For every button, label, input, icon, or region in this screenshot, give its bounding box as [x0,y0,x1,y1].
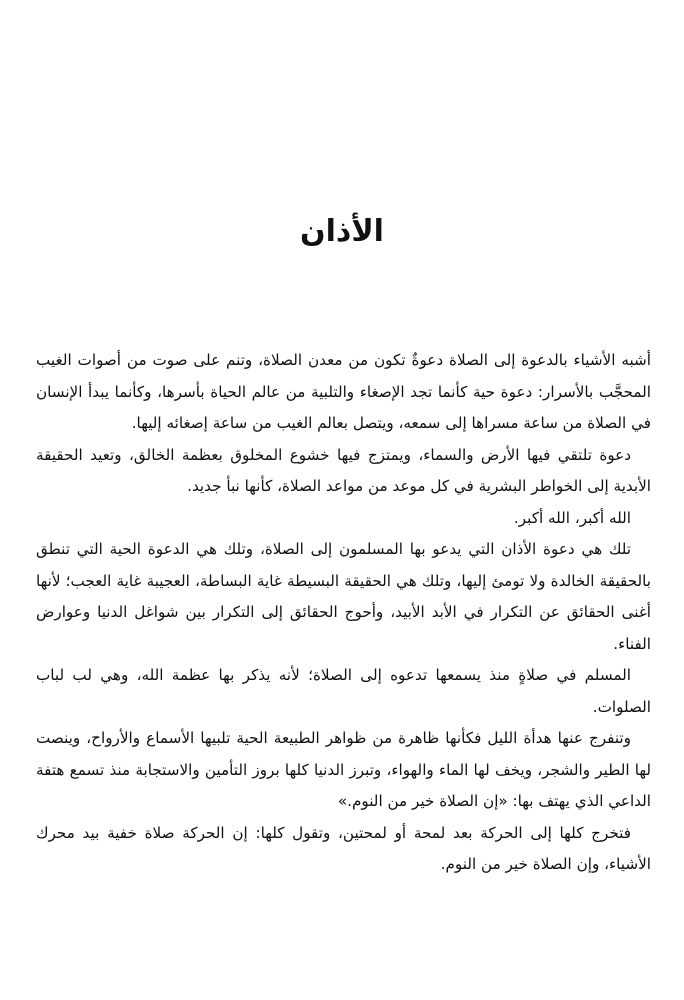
body-text [36,345,651,881]
page-title: الأذان [300,214,384,249]
paragraph-7: فتخرج كلها إلى الحركة بعد لمحة أو لمحتين، وتقول كلها: إن الحركة صلاة خفية بيد محرك الأشياء، وإن الصلاة خير من النوم. [36,823,651,873]
paragraph-3: الله أكبر، الله أكبر. [513,508,631,527]
paragraph-1: أشبه الأشياء بالدعوة إلى الصلاة دعوةٌ تكون من معدن الصلاة، وتنم على صوت من أصوات الغيب المحجَّب بالأسرار: دعوة حية كأنما تجد الإصغاء والتلبية من عالم الحياة بأسرها، وكأنما يبدأ الإنسان في الصلاة من ساعة مسراها إلى سمعه، ويتصل بعالم الغيب من ساعة إصغائه إليها. [36,351,651,432]
paragraph-4: تلك هي دعوة الأذان التي يدعو بها المسلمون إلى الصلاة، وتلك هي الدعوة الحية التي تنطق بالحقيقة الخالدة ولا تومئ إليها، وتلك هي الحقيقة البسيطة غاية البساطة، العجيبة غاية العجب؛ لأنها أغنى الحقائق عن التكرار في الأبد الأبيد، وأحوج الحقائق إلى التكرار بين شواغل الدنيا وعوارض الفناء. [36,540,651,653]
paragraph-5: المسلم في صلاةٍ منذ يسمعها تدعوه إلى الصلاة؛ لأنه يذكر بها عظمة الله، وهي لب لباب الصلوات. [36,666,651,716]
paragraph-6: وتنفرج عنها هدأة الليل فكأنها ظاهرة من ظواهر الطبيعة الحية تلبيها الأسماع والأرواح، وينصت لها الطير والشجر، ويخف لها الماء والهواء، وتبرز الدنيا كلها بروز التأمين والاستجابة منذ تسمع هتفة الداعي الذي يهتف بها: «إن الصلاة خير من النوم.» [36,729,651,810]
paragraph-2: دعوة تلتقي فيها الأرض والسماء، ويمتزج فيها خشوع المخلوق بعظمة الخالق، وتعيد الحقيقة الأبدية إلى الخواطر البشرية في كل موعد من مواعد الصلاة، كأنها نبأ جديد. [36,445,651,495]
